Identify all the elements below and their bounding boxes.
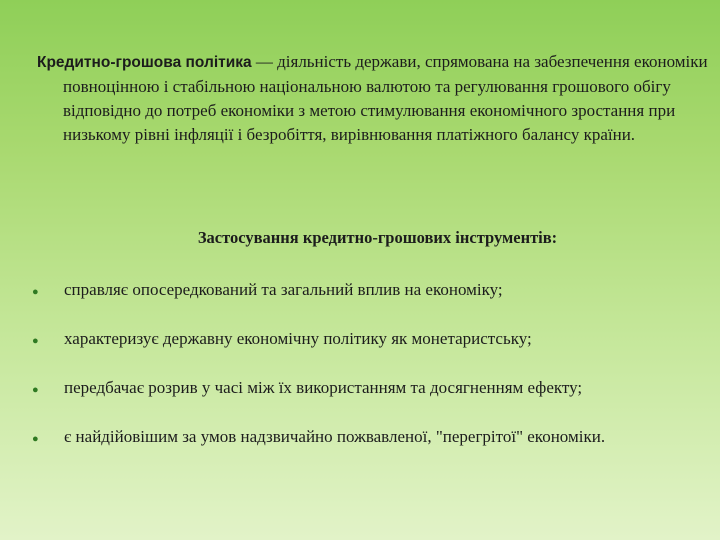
bullet-dot-icon: ● (32, 335, 39, 347)
list-item (32, 278, 692, 302)
bullet-dot-icon: ● (32, 286, 39, 298)
bullet-dot-icon: ● (32, 433, 39, 445)
definition-text: — діяльність держави, спрямована на забезпечення економіки повноцінною і стабільною національною валютою та регулювання грошового обігу відповідно до потреб економіки з метою стимулювання економічного зростання при низькому рівні інфляції і безробіття, вирівнювання платіжного балансу країни. (63, 52, 708, 144)
list-item-text: передбачає розрив у часі між їх використанням та досягненням ефекту; (64, 378, 583, 397)
bullet-list (32, 278, 692, 474)
list-item (32, 376, 692, 400)
list-item (32, 327, 692, 351)
list-item-text: справляє опосередкований та загальний вплив на економіку; (64, 280, 503, 299)
section-subtitle: Застосування кредитно-грошових інструментів: (197, 228, 558, 247)
definition-paragraph (37, 50, 720, 147)
list-item (32, 425, 692, 449)
list-item-text: є найдійовішим за умов надзвичайно пожвавленої, "перегрітої" економіки. (64, 427, 606, 446)
definition-term: Кредитно-грошова політика (37, 54, 252, 71)
list-item-text: характеризує державну економічну політику як монетаристську; (64, 329, 532, 348)
bullet-dot-icon: ● (32, 384, 39, 396)
